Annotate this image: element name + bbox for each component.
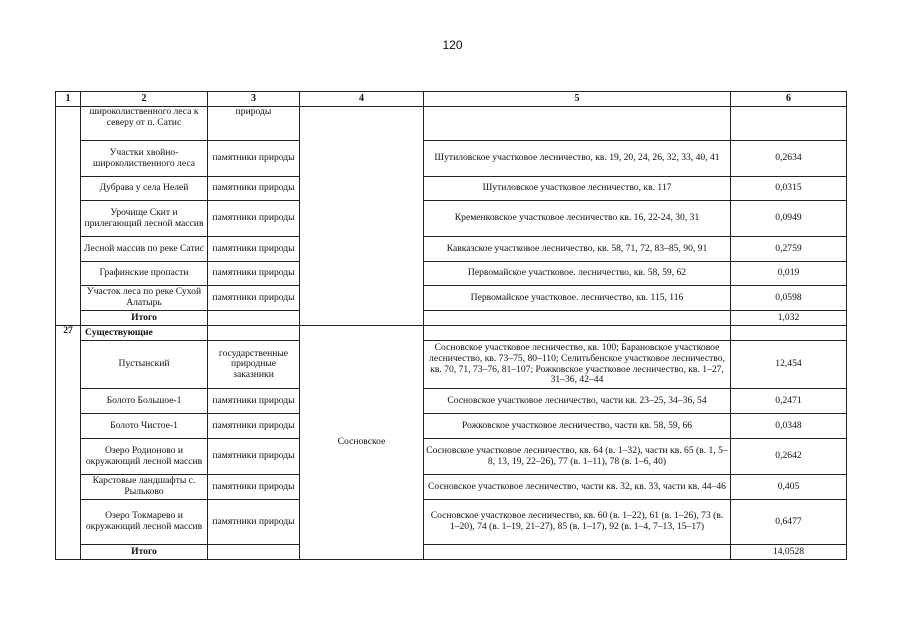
location-text: Сосновское участковое лесничество, кв. 64 (в. 1–32), части кв. 65 (в. 1, 5–8, 13, 19, 22–26), 77 (в. 1–11), 78 (в. 1–6, 40) [424,439,731,475]
table-row [56,500,847,545]
table-row [56,177,847,201]
area-value: 0,0348 [731,414,847,439]
object-type: памятники природы [208,500,300,545]
table-row [56,475,847,500]
object-type: памятники природы [208,237,300,262]
object-type: памятники природы [208,201,300,237]
object-name: Лесной массив по реке Сатис [81,237,208,262]
header-col-3: 3 [208,92,300,107]
table-row [56,389,847,414]
section-header-row [56,326,847,341]
area-value [731,107,847,141]
area-value: 0,019 [731,262,847,286]
area-value: 0,6477 [731,500,847,545]
total-label: Итого [81,545,208,560]
object-type: государственные природные заказники [208,341,300,389]
district-cell [300,107,424,326]
object-name: Озеро Родионово и окружающий лесной массив [81,439,208,475]
table-row [56,414,847,439]
table-row [56,201,847,237]
table-row [56,341,847,389]
empty-cell [424,311,731,326]
location-text: Кременковское участковое лесничество кв. 16, 22-24, 30, 31 [424,201,731,237]
object-name: широколиственного леса к северу от п. Сатис [81,107,208,141]
object-name: Графинские пропасти [81,262,208,286]
empty-cell [208,326,300,341]
district-name: Сосновское [300,326,424,560]
location-text: Шутиловское участковое лесничество, кв. 117 [424,177,731,201]
area-value: 0,2759 [731,237,847,262]
object-type: памятники природы [208,389,300,414]
table-row [56,439,847,475]
object-name: Карстовые ландшафты с. Рыльково [81,475,208,500]
total-row [56,311,847,326]
empty-cell [208,545,300,560]
header-col-5: 5 [424,92,731,107]
location-text: Первомайское участковое. лесничество, кв. 58, 59, 62 [424,262,731,286]
object-type: природы [208,107,300,141]
page-number: 120 [442,38,463,52]
area-value: 0,405 [731,475,847,500]
section-label: Существующие [81,326,208,341]
table-row [56,141,847,177]
area-value: 0,0315 [731,177,847,201]
total-label: Итого [81,311,208,326]
location-text: Кавказское участковое лесничество, кв. 58, 71, 72, 83–85, 90, 91 [424,237,731,262]
location-text: Сосновское участковое лесничество, кв. 60 (в. 1–22), 61 (в. 1–26), 73 (в. 1–20), 74 (в. 1–19, 21–27), 85 (в. 1–17), 92 (в. 1–4, 7–13, 15–17) [424,500,731,545]
object-type: памятники природы [208,262,300,286]
area-value: 0,0598 [731,286,847,311]
table-row [56,286,847,311]
object-name: Дубрава у села Нелей [81,177,208,201]
object-type: памятники природы [208,439,300,475]
object-name: Участок леса по реке Сухой Алатырь [81,286,208,311]
total-area: 1,032 [731,311,847,326]
table-row [56,107,847,141]
empty-cell [424,545,731,560]
location-text: Шутиловское участковое лесничество, кв. 19, 20, 24, 26, 32, 33, 40, 41 [424,141,731,177]
location-text: Сосновское участковое лесничество, части кв. 23–25, 34–36, 54 [424,389,731,414]
object-type: памятники природы [208,475,300,500]
protected-areas-table [55,91,847,560]
object-type: памятники природы [208,414,300,439]
header-col-4: 4 [300,92,424,107]
area-value: 0,2634 [731,141,847,177]
object-type: памятники природы [208,286,300,311]
area-value: 0,0949 [731,201,847,237]
header-col-2: 2 [81,92,208,107]
empty-cell [208,311,300,326]
empty-cell [731,326,847,341]
location-text: Сосновское участковое лесничество, части кв. 32, кв. 33, части кв. 44–46 [424,475,731,500]
total-row [56,545,847,560]
object-name: Болото Чистое-1 [81,414,208,439]
header-col-6: 6 [731,92,847,107]
header-row [56,92,847,107]
section-number: 27 [56,326,81,560]
table-row [56,262,847,286]
location-text: Рожковское участковое лесничество, части кв. 58, 59, 66 [424,414,731,439]
table-row [56,237,847,262]
area-value: 12,454 [731,341,847,389]
location-text [424,107,731,141]
empty-cell [424,326,731,341]
object-name: Участки хвойно-широколиственного леса [81,141,208,177]
header-col-1: 1 [56,92,81,107]
location-text: Первомайское участковое. лесничество, кв. 115, 116 [424,286,731,311]
object-name: Урочище Скит и прилегающий лесной массив [81,201,208,237]
location-text: Сосновское участковое лесничество, кв. 100; Барановское участковое лесничество, кв. 73–75, 80–110; Селитьбенское участковое лесничество, кв. 70, 71, 73–76, 81–107; Рожковское участковое лесничество, кв. 1–27, 31–36, 42–44 [424,341,731,389]
object-name: Пустынский [81,341,208,389]
object-name: Озеро Токмарево и окружающий лесной массив [81,500,208,545]
object-type: памятники природы [208,177,300,201]
area-value: 0,2471 [731,389,847,414]
object-type: памятники природы [208,141,300,177]
total-area: 14,0528 [731,545,847,560]
object-name: Болото Большое-1 [81,389,208,414]
section-number-cell [56,107,81,326]
area-value: 0,2642 [731,439,847,475]
